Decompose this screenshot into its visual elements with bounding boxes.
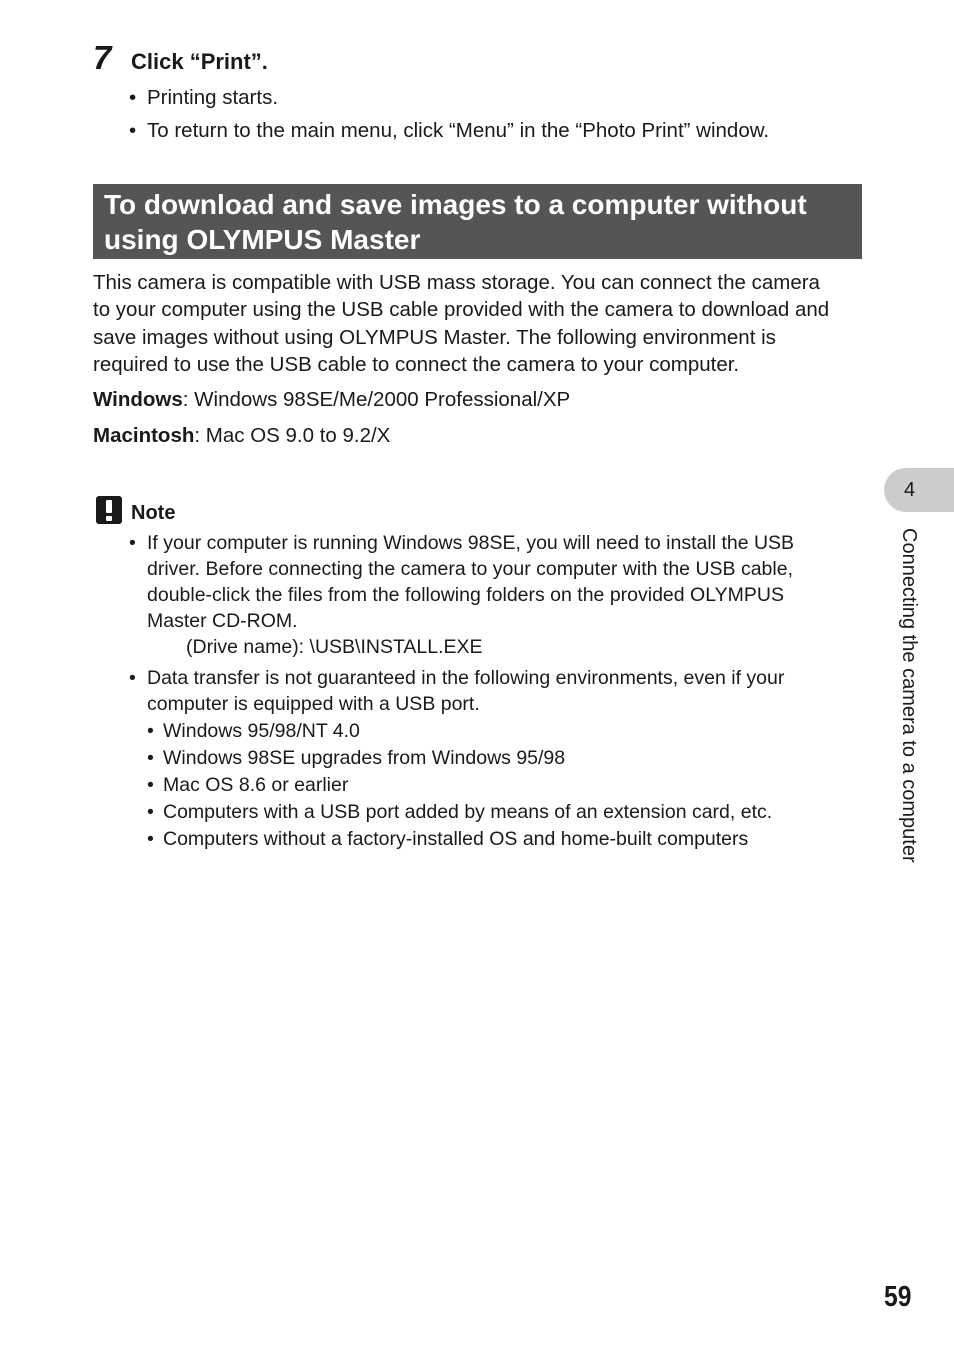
note-exclamation-icon <box>96 496 122 524</box>
bullet-marker: • <box>147 720 154 742</box>
bullet-marker: • <box>129 532 136 554</box>
chapter-number: 4 <box>904 479 916 501</box>
intro-line: required to use the USB cable to connect the camera to your computer. <box>93 352 740 376</box>
chapter-tab <box>884 468 954 512</box>
intro-paragraph <box>93 269 863 378</box>
note-list <box>129 530 849 852</box>
environment-sub-list <box>147 718 849 852</box>
note-line: If your computer is running Windows 98SE, you will need to install the USB <box>147 532 795 554</box>
intro-line: save images without using OLYMPUS Master. The following environment is <box>93 325 776 349</box>
sub-list-item <box>147 745 849 771</box>
intro-line: to your computer using the USB cable provided with the camera to download and <box>93 298 830 322</box>
bullet-marker: • <box>129 667 136 689</box>
mac-requirement <box>93 422 390 450</box>
bullet-marker: • <box>129 119 137 142</box>
list-item <box>129 84 849 112</box>
mac-value: : Mac OS 9.0 to 9.2/X <box>194 424 391 447</box>
sub-list-item <box>147 826 849 852</box>
mac-label: Macintosh <box>93 424 195 447</box>
section-heading-line: using OLYMPUS Master <box>104 224 421 255</box>
bullet-marker: • <box>147 828 154 850</box>
sub-list-item-text: Windows 98SE upgrades from Windows 95/98 <box>163 747 566 769</box>
list-item-text: To return to the main menu, click “Menu” in the “Photo Print” window. <box>147 119 770 142</box>
intro-line: This camera is compatible with USB mass storage. You can connect the camera <box>93 271 820 294</box>
note-line: Data transfer is not guaranteed in the following environments, even if your <box>147 667 785 689</box>
section-heading-line: To download and save images to a computer without <box>104 189 807 220</box>
bullet-marker: • <box>129 86 137 109</box>
chapter-title: Connecting the camera to a computer <box>898 528 920 863</box>
note-line: double-click the files from the following folders on the provided OLYMPUS <box>147 584 784 606</box>
sub-list-item-text: Windows 95/98/NT 4.0 <box>163 720 360 742</box>
note-line: driver. Before connecting the camera to your computer with the USB cable, <box>147 558 793 580</box>
note-line: Master CD-ROM. <box>147 610 298 632</box>
page-number: 59 <box>884 1281 912 1313</box>
sub-list-item-text: Computers with a USB port added by means of an extension card, etc. <box>163 801 773 823</box>
note-label: Note <box>131 502 176 524</box>
bullet-marker: • <box>147 747 154 769</box>
list-item-text: Printing starts. <box>147 86 279 109</box>
sub-list-item <box>147 718 849 744</box>
step-number: 7 <box>93 39 112 76</box>
sub-list-item-text: Computers without a factory-installed OS and home-built computers <box>163 828 749 850</box>
sub-list-item <box>147 772 849 798</box>
bullet-marker: • <box>147 801 154 823</box>
sub-list-item <box>147 799 849 825</box>
bullet-marker: • <box>147 774 154 796</box>
step-bullet-list <box>129 84 849 150</box>
section-heading <box>93 184 862 259</box>
note-line: computer is equipped with a USB port. <box>147 693 480 715</box>
list-item <box>129 117 849 145</box>
step-title: Click “Print”. <box>131 49 268 74</box>
installer-path: (Drive name): \USB\INSTALL.EXE <box>186 636 483 658</box>
list-item <box>129 665 849 852</box>
windows-value: : Windows 98SE/Me/2000 Professional/XP <box>182 388 571 411</box>
sub-list-item-text: Mac OS 8.6 or earlier <box>163 774 349 796</box>
windows-requirement <box>93 386 570 414</box>
list-item <box>129 530 849 660</box>
windows-label: Windows <box>93 388 183 411</box>
